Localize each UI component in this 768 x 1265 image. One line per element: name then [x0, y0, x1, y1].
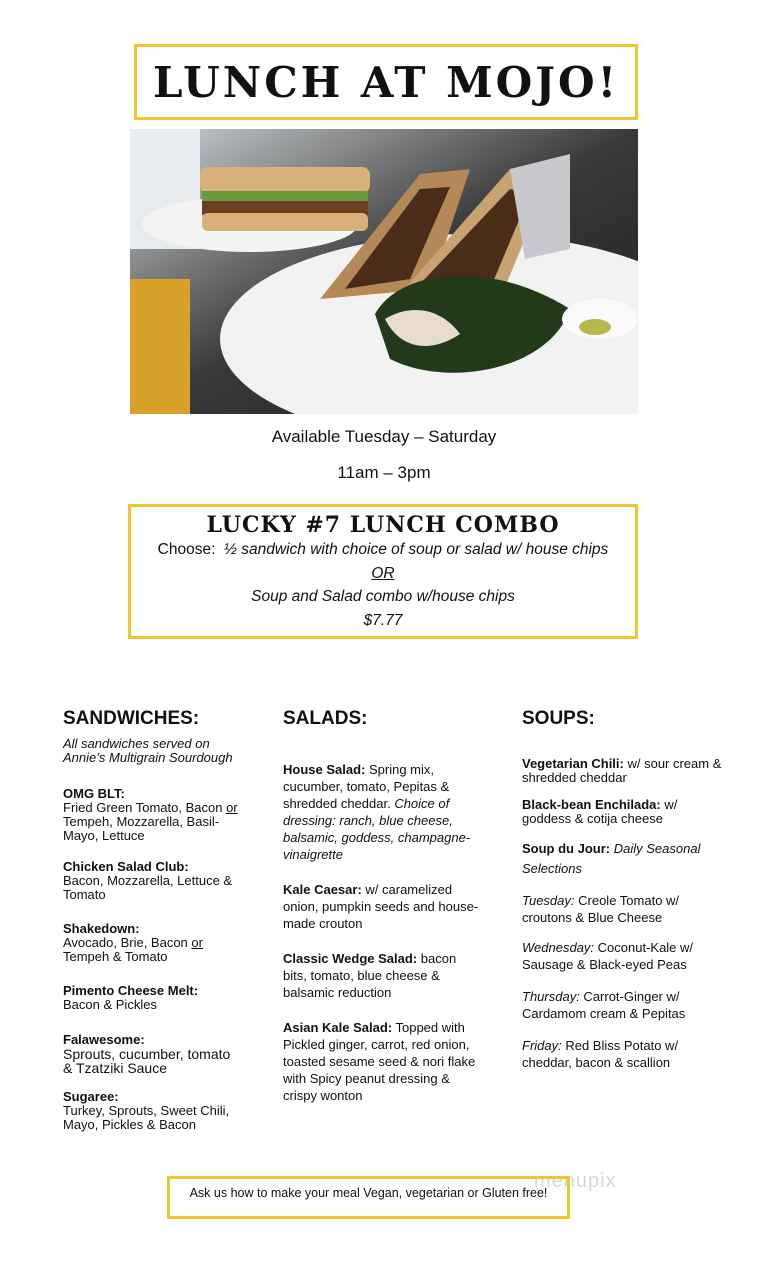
combo-choose-line [131, 538, 635, 562]
soup-desc: w/ sour cream & shredded cheddar [522, 756, 722, 785]
soup-day-item [522, 1037, 722, 1071]
soup-name: Vegetarian Chili: [522, 756, 624, 771]
soup-day: Thursday: [522, 989, 580, 1004]
salads-column [283, 761, 483, 1122]
sandwich-desc-or: or [226, 800, 238, 815]
combo-choose-text: ½ sandwich with choice of soup or salad w/ house chips [224, 541, 609, 558]
combo-price: $7.77 [363, 611, 403, 629]
salads-heading: SALADS: [283, 708, 368, 729]
soup-item [522, 757, 722, 785]
sandwich-name: Pimento Cheese Melt: [63, 983, 199, 998]
soup-day: Tuesday: [522, 893, 575, 908]
combo-title: LUCKY #7 LUNCH COMBO [206, 512, 560, 538]
salad-desc: Topped with Pickled ginger, carrot, red onion, toasted sesame seed & nori flake with Spicy peanut dressing & crispy wonton [283, 1020, 476, 1103]
salad-item [283, 881, 483, 932]
soups-heading: SOUPS: [522, 708, 595, 729]
salad-desc: Spring mix, cucumber, tomato, Pepitas & shredded cheddar. [283, 762, 450, 811]
sandwich-item [63, 984, 243, 1012]
sandwiches-heading: SANDWICHES: [63, 708, 200, 729]
title-box [134, 44, 638, 120]
soup-day: Friday: [522, 1038, 562, 1053]
soup-day-desc: Creole Tomato w/ croutons & Blue Cheese [522, 893, 680, 925]
soup-desc: Daily Seasonal Selections [522, 841, 701, 876]
soup-day-desc: Coconut-Kale w/ Sausage & Black-eyed Peas [522, 940, 694, 972]
sandwich-item [63, 1090, 243, 1132]
page-title: LUNCH AT MOJO! [152, 57, 620, 107]
sandwich-item [63, 787, 243, 843]
soup-day-desc: Red Bliss Potato w/ cheddar, bacon & scallion [522, 1038, 679, 1070]
combo-box [128, 504, 638, 639]
sandwiches-note: All sandwiches served on Annie’s Multigrain Sourdough [63, 736, 233, 765]
food-photo [130, 129, 638, 414]
food-photo-illustration [130, 129, 638, 414]
salad-name: House Salad: [283, 762, 366, 777]
sandwich-desc: Sprouts, cucumber, tomato & Tzatziki Sauce [63, 1046, 231, 1076]
combo-choose-label: Choose: [157, 541, 216, 558]
combo-or: OR [371, 564, 395, 582]
salad-item [283, 1019, 483, 1104]
sandwich-desc: Tempeh, Mozzarella, Basil-Mayo, Lettuce [63, 814, 220, 843]
salad-name: Asian Kale Salad: [283, 1020, 393, 1035]
sandwich-item [63, 922, 243, 964]
soup-desc: w/ goddess & cotija cheese [522, 797, 678, 826]
soup-day: Wednesday: [522, 940, 595, 955]
sandwich-name: OMG BLT: [63, 786, 125, 801]
soup-day-item [522, 939, 722, 973]
salad-item [283, 761, 483, 863]
soup-item [522, 798, 722, 826]
sandwich-desc: Bacon & Pickles [63, 997, 157, 1012]
sandwich-name: Shakedown: [63, 921, 140, 936]
soup-day-desc: Carrot-Ginger w/ Cardamom cream & Pepitas [522, 989, 686, 1021]
salad-dressing-note: Choice of dressing: ranch, blue cheese, balsamic, goddess, champagne-vinaigrette [283, 796, 471, 862]
soup-name: Soup du Jour: [522, 841, 611, 856]
soup-item [522, 839, 722, 879]
sandwich-item [63, 860, 243, 902]
sandwiches-column [63, 737, 243, 1149]
watermark: menupix [534, 1170, 617, 1192]
salad-desc: bacon bits, tomato, blue cheese & balsamic reduction [283, 951, 457, 1000]
availability-hours: 11am – 3pm [337, 463, 431, 482]
salad-item [283, 950, 483, 1001]
salad-desc: w/ caramelized onion, pumpkin seeds and house-made crouton [283, 882, 479, 931]
salad-name: Classic Wedge Salad: [283, 951, 418, 966]
footer-box [167, 1176, 570, 1219]
sandwich-desc: Avocado, Brie, Bacon [63, 935, 192, 950]
sandwich-desc: Fried Green Tomato, Bacon [63, 800, 227, 815]
soups-column [522, 757, 722, 1084]
sandwich-desc: Bacon, Mozzarella, Lettuce & Tomato [63, 873, 233, 902]
sandwich-item [63, 1033, 243, 1075]
soup-day-item [522, 892, 722, 926]
salad-name: Kale Caesar: [283, 882, 362, 897]
sandwich-desc: Turkey, Sprouts, Sweet Chili, Mayo, Pickles & Bacon [63, 1103, 230, 1132]
soup-name: Black-bean Enchilada: [522, 797, 661, 812]
soup-day-item [522, 988, 722, 1022]
sandwich-name: Falawesome: [63, 1032, 145, 1047]
sandwich-name: Chicken Salad Club: [63, 859, 189, 874]
combo-alt: Soup and Salad combo w/house chips [251, 588, 515, 605]
sandwich-desc: Tempeh & Tomato [63, 949, 168, 964]
sandwich-name: Sugaree: [63, 1089, 119, 1104]
footer-text: Ask us how to make your meal Vegan, vegetarian or Gluten free! [189, 1186, 548, 1200]
availability-days: Available Tuesday – Saturday [271, 427, 497, 446]
sandwich-desc-or: or [191, 935, 203, 950]
